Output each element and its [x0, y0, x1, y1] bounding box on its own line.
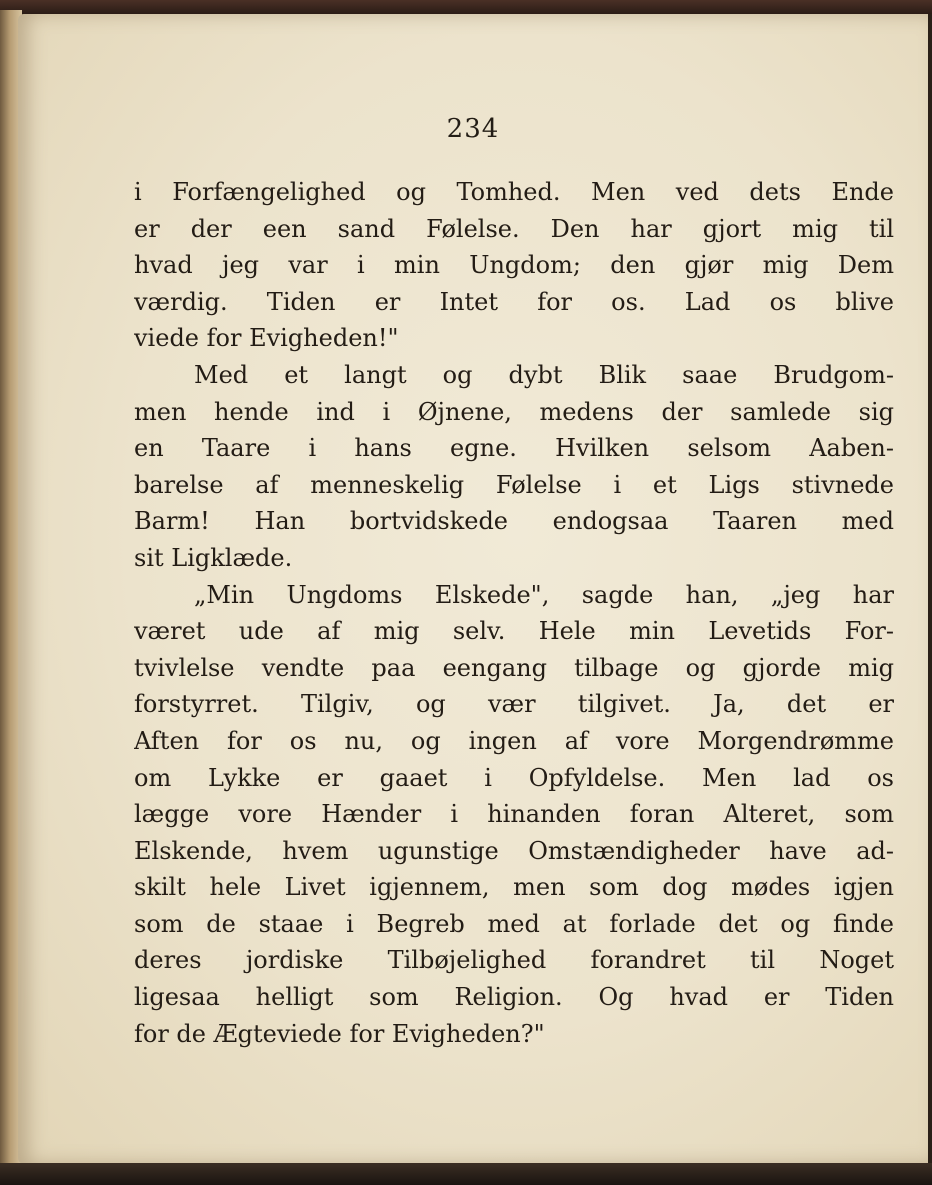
text-line: er der een sand Følelse. Den har gjort mig til: [134, 214, 894, 243]
text-line: deres jordiske Tilbøjelighed forandret til Noget: [134, 946, 894, 975]
text-line: forstyrret. Tilgiv, og vær tilgivet. Ja, det er: [134, 690, 894, 719]
text-line: ligesaa helligt som Religion. Og hvad er Tiden: [134, 983, 894, 1012]
text-line: Barm! Han bortvidskede endogsaa Taaren med: [134, 507, 894, 536]
text-line: om Lykke er gaaet i Opfyldelse. Men lad os: [134, 763, 894, 792]
text-line: barelse af menneskelig Følelse i et Ligs stivnede: [134, 470, 894, 499]
text-line: for de Ægteviede for Evigheden?": [134, 1019, 545, 1048]
text-line: værdig. Tiden er Intet for os. Lad os blive: [134, 287, 894, 316]
text-line: været ude af mig selv. Hele min Levetids For-: [134, 617, 894, 646]
text-line: i Forfængelighed og Tomhed. Men ved dets Ende: [134, 178, 894, 206]
text-line: sit Ligklæde.: [134, 543, 293, 572]
page-number: 234: [446, 114, 500, 144]
book-page: [18, 14, 928, 1164]
text-line: hvad jeg var i min Ungdom; den gjør mig Dem: [134, 251, 894, 280]
text-line: lægge vore Hænder i hinanden foran Alteret, som: [134, 800, 894, 829]
text-line: „Min Ungdoms Elskede", sagde han, „jeg har: [194, 580, 894, 609]
text-line: viede for Evigheden!": [134, 324, 399, 353]
text-line: som de staae i Begreb med at forlade det og finde: [134, 909, 894, 938]
text-line: en Taare i hans egne. Hvilken selsom Aaben-: [134, 434, 894, 463]
text-line: Med et langt og dybt Blik saae Brudgom-: [194, 360, 894, 389]
body-text: [134, 174, 894, 1052]
book-binding-bottom: [0, 1163, 932, 1185]
book-binding-top: [0, 0, 932, 14]
text-line: tvivlelse vendte paa eengang tilbage og gjorde mig: [134, 653, 894, 682]
text-line: men hende ind i Øjnene, medens der samlede sig: [134, 397, 894, 426]
text-line: Aften for os nu, og ingen af vore Morgendrømme: [134, 726, 894, 755]
text-line: Elskende, hvem ugunstige Omstændigheder have ad-: [134, 836, 894, 865]
text-line: skilt hele Livet igjennem, men som dog mødes igjen: [134, 873, 894, 902]
